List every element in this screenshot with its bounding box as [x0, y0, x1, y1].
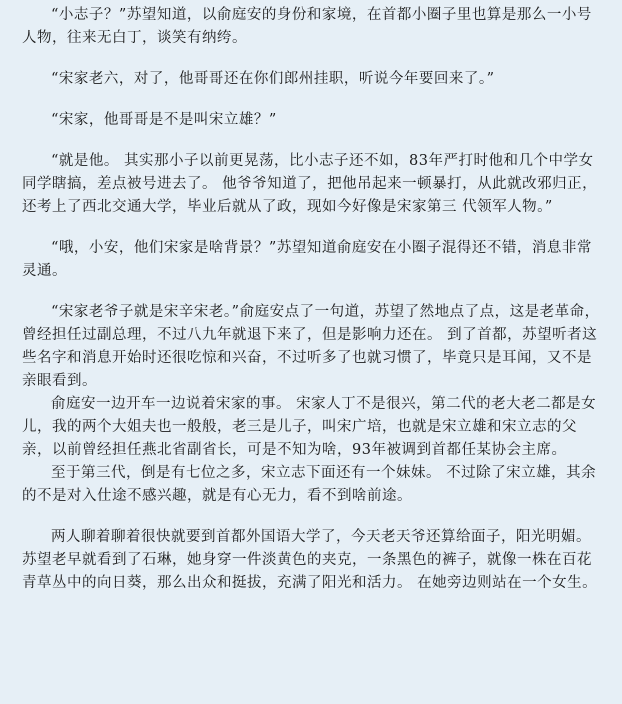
paragraph-9: 两人聊着聊着很快就要到首都外国语大学了，今天老天爷还算给面子，阳光明媚。 苏望老早就看到了石琳，她身穿一件淡黄色的夹克，一条黑色的裤子，就像一株在百花青草丛中的向日葵，那么出众和挺拔，充满了阳光和活力。 在她旁边则站在一个女生。 — [22, 529, 598, 591]
paragraph-3: “宋家，他哥哥是不是叫宋立雄？” — [51, 112, 277, 128]
paragraph-8: 至于第三代，倒是有七位之多，宋立志下面还有一个妹妹。 不过除了宋立雄，其余的不是对入仕途不感兴趣，就是有心无力，看不到啥前途。 — [22, 465, 597, 504]
paragraph-1: “小志子？”苏望知道，以俞庭安的身份和家境，在首都小圈子里也算是那么一小号人物，往来无白丁，谈笑有纳绔。 — [22, 7, 592, 46]
paragraph-2: “宋家老六，对了，他哥哥还在你们郎州挂职，听说今年要回来了。” — [51, 71, 495, 87]
paragraph-5: “哦，小安，他们宋家是啥背景？”苏望知道俞庭安在小圈子混得还不错，消息非常灵通。 — [22, 240, 592, 279]
paragraph-6: “宋家老爷子就是宋辛宋老。”俞庭安点了一句道，苏望了然地点了点，这是老革命，曾经担任过副总理，不过八九年就退下来了，但是影响力还在。 到了首都，苏望听者这些名字和消息开始时还很吃惊和兴奋，不过听多了也就习惯了，毕竟只是耳闻，又不是亲眼看到。 — [22, 304, 600, 389]
paragraph-7: 俞庭安一边开车一边说着宋家的事。 宋家人丁不是很兴，第二代的老大老二都是女儿，我的两个大姐夫也一般般，老三是儿子，叫宋广培，也就是宋立雄和宋立志的父亲，以前曾经担任燕北省副省长，可是不知为啥，93年被调到首都任某协会主席。 — [22, 396, 597, 458]
paragraph-4: “就是他。 其实那小子以前更晃荡，比小志子还不如，83年严打时他和几个中学女同学瞎搞，差点被号进去了。 他爷爷知道了，把他吊起来一顿暴打，从此就改邪归正，还考上了西北交通大学，毕业后就从了政，现如今好像是宋家第三 代领军人物。” — [22, 153, 598, 215]
